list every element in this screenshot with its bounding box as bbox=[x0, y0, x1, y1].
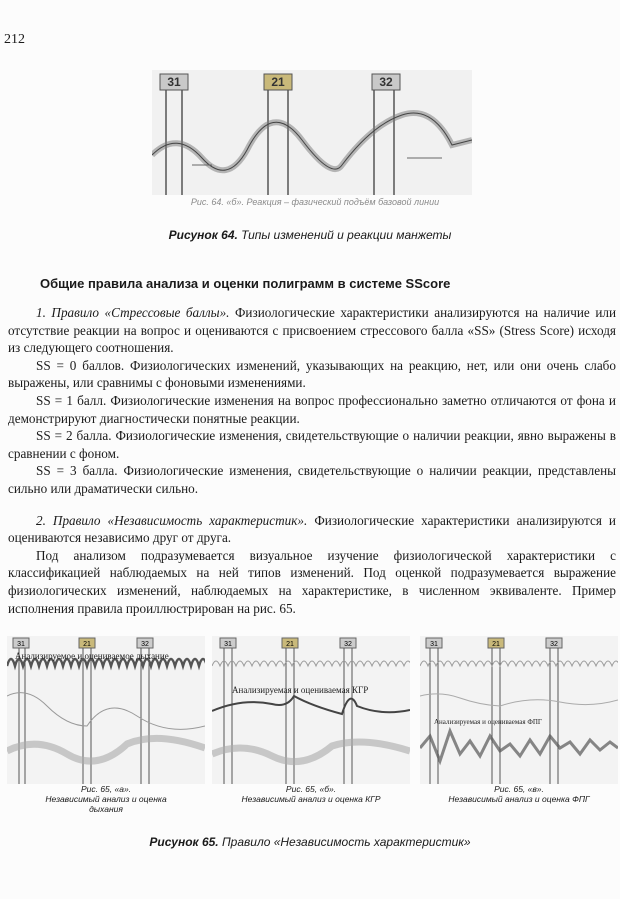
figure-64-image-caption: Рис. 64. «б». Реакция – фазический подъём базовой линии bbox=[190, 197, 440, 207]
svg-text:32: 32 bbox=[344, 641, 352, 648]
rule1-paragraph: 1. Правило «Стрессовые баллы». Физиологические характеристики анализируются на наличие или отсутствие реакции на вопрос и оцениваются с присвоением стрессового балла «SS» (Stress Score) исходя из следующего соотношения. bbox=[8, 305, 617, 356]
svg-text:Анализируемая и оцениваемая КГ: Анализируемая и оцениваемая КГР bbox=[232, 685, 369, 695]
svg-text:31: 31 bbox=[430, 641, 438, 648]
ss1-paragraph: SS = 1 балл. Физиологические изменения на вопрос профессионально заметно отличаются от фона и демонстрируют диагностически понятные реакции. bbox=[8, 392, 616, 426]
figure-65b-image bbox=[212, 636, 410, 784]
figure-64-title: Рисунок 64. Типы изменений и реакции манжеты bbox=[168, 228, 452, 242]
ss2-paragraph: SS = 2 балла. Физиологические изменения, свидетельствующие о наличии реакции, явно выражены в сравнении с фоном. bbox=[8, 428, 616, 461]
body-text bbox=[8, 304, 616, 617]
svg-text:31: 31 bbox=[224, 641, 232, 648]
svg-text:31: 31 bbox=[17, 641, 25, 648]
svg-text:Анализируемое и оцениваемое ды: Анализируемое и оцениваемое дыхание bbox=[15, 651, 169, 661]
figure-65c-caption: Рис. 65, «в». Независимый анализ и оценка ФПГ bbox=[448, 784, 590, 804]
svg-text:Анализируемая и оцениваемая ФП: Анализируемая и оцениваемая ФПГ bbox=[434, 718, 542, 726]
rule2-explanation: Под анализом подразумевается визуальное изучение физиологической характеристики с классификацией наблюдаемых на ней типов изменений. Под оценкой подразумевается выражение физиологических изменений, наблюдаемых на характеристике, в численном эквиваленте. Пример исполнения правила проиллюстрирован на рис. 65. bbox=[8, 547, 616, 616]
svg-text:32: 32 bbox=[379, 75, 393, 89]
ss3-paragraph: SS = 3 балла. Физиологические изменения, свидетельствующие о наличии реакции, представлены сильно или драматически сильно. bbox=[8, 463, 616, 496]
ss0-paragraph: SS = 0 баллов. Физиологических изменений, указывающих на реакцию, нет, или они очень слабо выражены, или сравнимы с фоновыми изменениями. bbox=[8, 357, 616, 391]
figure-65c-image bbox=[420, 636, 618, 784]
svg-text:21: 21 bbox=[271, 75, 285, 89]
rule2-paragraph: 2. Правило «Независимость характеристик». Физиологические характеристики анализируются и оцениваются независимо друг от друга. bbox=[8, 512, 616, 546]
figure-65b-caption: Рис. 65, «б». Независимый анализ и оценка КГР bbox=[241, 784, 381, 804]
figure-65a-image bbox=[7, 636, 205, 784]
figure-65a-caption: Рис. 65, «а». Независимый анализ и оценка дыхания bbox=[45, 784, 167, 814]
svg-text:32: 32 bbox=[141, 641, 149, 648]
svg-text:32: 32 bbox=[550, 641, 558, 648]
page-number: 212 bbox=[4, 32, 25, 47]
section-heading: Общие правила анализа и оценки полиграмм в системе SScore bbox=[40, 276, 451, 291]
svg-text:21: 21 bbox=[492, 641, 500, 648]
figure-65-title: Рисунок 65. Правило «Независимость характеристик» bbox=[149, 835, 471, 849]
svg-text:31: 31 bbox=[167, 75, 181, 89]
svg-text:21: 21 bbox=[83, 641, 91, 648]
svg-text:21: 21 bbox=[286, 641, 294, 648]
